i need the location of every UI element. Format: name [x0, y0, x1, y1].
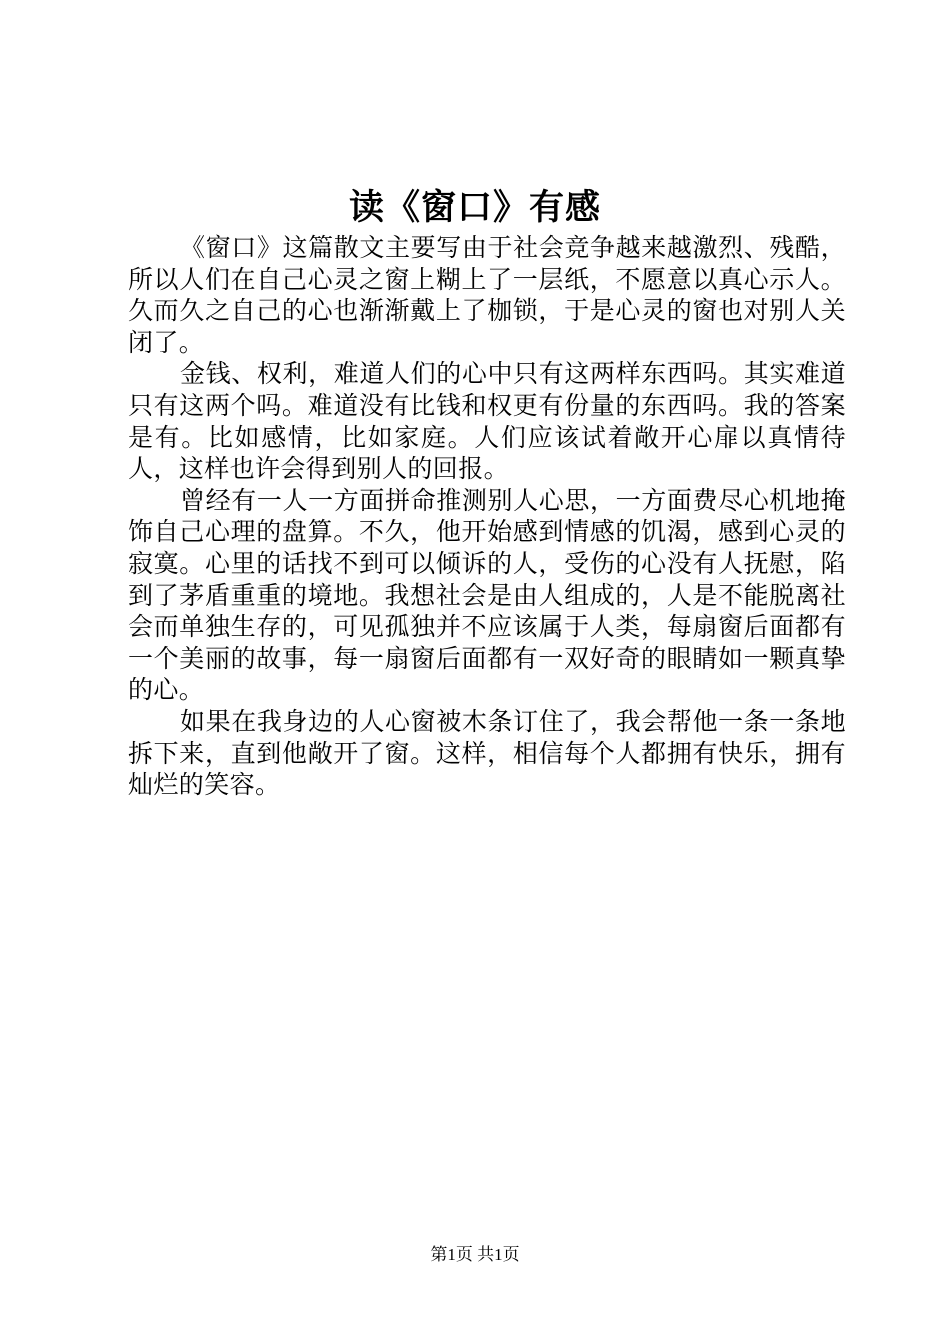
paragraph-4: 如果在我身边的人心窗被木条订住了，我会帮他一条一条地拆下来，直到他敞开了窗。这样，相信每个人都拥有快乐，拥有灿烂的笑容。 — [128, 706, 846, 800]
page-number-footer: 第1页 共1页 — [430, 1245, 520, 1264]
document-title: 读《窗口》有感 — [348, 187, 601, 228]
document-body — [128, 232, 846, 801]
paragraph-2: 金钱、权利，难道人们的心中只有这两样东西吗。其实难道只有这两个吗。难道没有比钱和权更有份量的东西吗。我的答案是有。比如感情，比如家庭。人们应该试着敞开心扉以真情待人，这样也许会得到别人的回报。 — [128, 359, 846, 484]
paragraph-1: 《窗口》这篇散文主要写由于社会竞争越来越激烈、残酷，所以人们在自己心灵之窗上糊上了一层纸，不愿意以真心示人。久而久之自己的心也渐渐戴上了枷锁，于是心灵的窗也对别人关闭了。 — [128, 233, 846, 357]
paragraph-3: 曾经有一人一方面拼命推测别人心思，一方面费尽心机地掩饰自己心理的盘算。不久，他开始感到情感的饥渴，感到心灵的寂寞。心里的话找不到可以倾诉的人，受伤的心没有人抚慰，陷到了茅盾重重的境地。我想社会是由人组成的，人是不能脱离社会而单独生存的，可见孤独并不应该属于人类，每扇窗后面都有一个美丽的故事，每一扇窗后面都有一双好奇的眼睛如一颗真挚的心。 — [128, 485, 846, 705]
